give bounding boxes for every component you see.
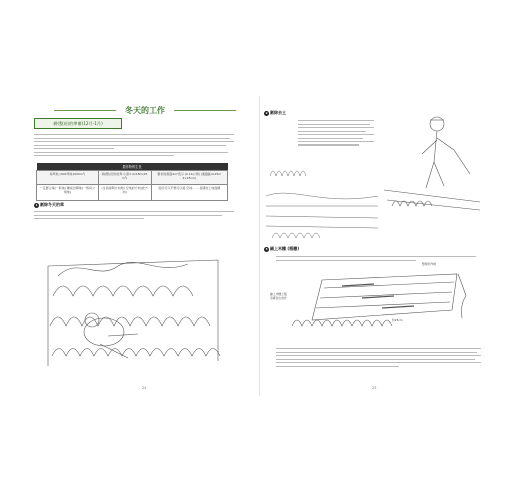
page-title: 冬天的工作 [125, 106, 165, 115]
page-number: 25 [372, 386, 377, 390]
caption-cut-grass: 1 割除冬天的草 [35, 202, 64, 207]
crop-table [36, 163, 228, 201]
illustration-cutting-grass [38, 236, 228, 378]
rice-bran-text [276, 254, 476, 263]
table-col2-head: 耕(整)田約的秀 小麥1.4x18m(25 m²) [98, 171, 151, 185]
right-page [262, 96, 492, 396]
illustration-farmer-digging [382, 110, 482, 220]
table-cell: 從田可以平整可以後 空地… …長期的土地面積 [151, 185, 227, 201]
title-rule-left [54, 110, 116, 111]
illustration-bran-bed [282, 266, 472, 336]
table-cell: 一定要合適(一般地) 種成田間地(一般每公頃地) [37, 185, 99, 201]
caption-rice-bran: 3 鋪上米糠 (稻糠) [265, 246, 300, 251]
body-paragraph [34, 209, 234, 222]
book-gutter [259, 96, 260, 396]
bottom-paragraph [276, 346, 481, 369]
intro-paragraph [34, 132, 234, 158]
caption-number: 2 [265, 111, 268, 115]
remove-soil-text [298, 118, 374, 148]
title-rule-right [174, 110, 236, 111]
table-col1-head: 每坪地 (300坪地1000m²) [37, 171, 99, 185]
label-spacing: 約25cm [392, 318, 403, 322]
page-title-row [30, 100, 260, 119]
label-after-bran: 鋪上米糠之後 這樣長出的作 [270, 292, 287, 300]
left-page [30, 96, 260, 396]
table-col3-head: 要求的畫面4x7表示 (0.16公頃) (通過區4x25m 4×25cm) [151, 171, 227, 185]
page-number: 24 [142, 386, 147, 390]
section-heading: 耕(整)田的準備(12月-1月) [34, 118, 122, 129]
caption-number: 1 [35, 203, 38, 207]
table-cell: (生長時間方向地) 空地的方向(此方向) [98, 185, 151, 201]
caption-remove-soil: 2 割除去土 [265, 110, 286, 115]
illustration-field-rows [262, 156, 382, 246]
label-ridges: 整理好作畦 [422, 262, 436, 266]
table-header: 農作物的生長 [37, 163, 228, 171]
caption-number: 3 [265, 247, 268, 251]
